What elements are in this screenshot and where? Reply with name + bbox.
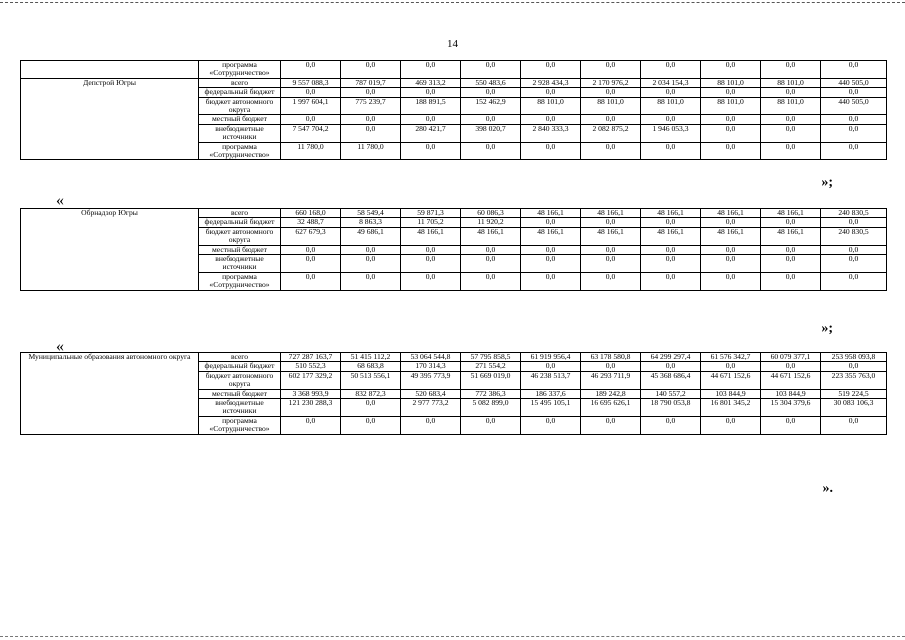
amount-cell: 48 166,1	[701, 227, 761, 245]
amount-cell: 0,0	[701, 416, 761, 434]
amount-cell: 0,0	[401, 88, 461, 97]
amount-cell: 0,0	[761, 115, 821, 124]
amount-cell: 0,0	[521, 255, 581, 273]
amount-cell: 0,0	[821, 255, 887, 273]
amount-cell: 0,0	[461, 416, 521, 434]
table-row	[21, 353, 887, 362]
amount-cell: 48 166,1	[761, 227, 821, 245]
amount-cell: 0,0	[701, 61, 761, 79]
amount-cell: 602 177 329,2	[281, 371, 341, 389]
amount-cell: 0,0	[281, 115, 341, 124]
amount-cell: 0,0	[701, 88, 761, 97]
amount-cell: 5 082 899,0	[461, 399, 521, 417]
amount-cell: 0,0	[341, 255, 401, 273]
amount-cell: 46 293 711,9	[581, 371, 641, 389]
amount-cell: 2 928 434,3	[521, 78, 581, 87]
amount-cell: 0,0	[401, 115, 461, 124]
amount-cell: 0,0	[821, 142, 887, 160]
amount-cell: 0,0	[521, 245, 581, 254]
amount-cell: 48 166,1	[581, 227, 641, 245]
amount-cell: 3 368 993,9	[281, 389, 341, 398]
amount-cell: 30 083 106,3	[821, 399, 887, 417]
amount-cell: 44 671 152,6	[701, 371, 761, 389]
amount-cell: 0,0	[641, 61, 701, 79]
amount-cell: 627 679,3	[281, 227, 341, 245]
amount-cell: 0,0	[341, 245, 401, 254]
opening-quote-1: «	[56, 192, 64, 209]
amount-cell: 0,0	[701, 124, 761, 142]
budget-table-municipal	[20, 352, 887, 435]
amount-cell: 186 337,6	[521, 389, 581, 398]
amount-cell: 223 355 763,0	[821, 371, 887, 389]
amount-cell: 0,0	[461, 115, 521, 124]
budget-table-obrnadzor	[20, 208, 887, 291]
funding-source: всего	[199, 353, 281, 362]
amount-cell: 53 064 544,8	[401, 353, 461, 362]
amount-cell: 0,0	[281, 255, 341, 273]
amount-cell: 0,0	[641, 255, 701, 273]
closing-quote-semicolon-2: »;	[821, 321, 833, 336]
amount-cell: 0,0	[821, 218, 887, 227]
amount-cell: 32 488,7	[281, 218, 341, 227]
amount-cell: 0,0	[641, 245, 701, 254]
amount-cell: 0,0	[521, 115, 581, 124]
funding-source: внебюджетные источники	[199, 124, 281, 142]
funding-source: внебюджетные источники	[199, 255, 281, 273]
amount-cell: 103 844,9	[761, 389, 821, 398]
amount-cell: 0,0	[761, 61, 821, 79]
amount-cell: 0,0	[701, 218, 761, 227]
amount-cell: 188 891,5	[401, 97, 461, 115]
amount-cell: 280 421,7	[401, 124, 461, 142]
amount-cell: 0,0	[281, 61, 341, 79]
amount-cell: 0,0	[581, 218, 641, 227]
amount-cell: 0,0	[761, 218, 821, 227]
amount-cell: 88 101,0	[761, 97, 821, 115]
amount-cell: 0,0	[761, 142, 821, 160]
amount-cell: 0,0	[821, 245, 887, 254]
opening-quote-2: «	[56, 338, 64, 355]
amount-cell: 271 554,2	[461, 362, 521, 371]
amount-cell: 48 166,1	[581, 209, 641, 218]
amount-cell: 0,0	[701, 362, 761, 371]
amount-cell: 48 166,1	[641, 209, 701, 218]
funding-source: федеральный бюджет	[199, 362, 281, 371]
funding-source: местный бюджет	[199, 245, 281, 254]
amount-cell: 48 166,1	[521, 209, 581, 218]
amount-cell: 398 020,7	[461, 124, 521, 142]
amount-cell: 9 557 088,3	[281, 78, 341, 87]
amount-cell: 240 830,5	[821, 227, 887, 245]
amount-cell: 1 997 604,1	[281, 97, 341, 115]
responsible-executor-name: Муниципальные образования автономного округа	[21, 353, 199, 435]
table-row	[21, 78, 887, 87]
amount-cell: 61 576 342,7	[701, 353, 761, 362]
name-cell	[21, 61, 199, 79]
amount-cell: 2 170 976,2	[581, 78, 641, 87]
amount-cell: 0,0	[341, 88, 401, 97]
amount-cell: 88 101,0	[761, 78, 821, 87]
amount-cell: 48 166,1	[461, 227, 521, 245]
amount-cell: 15 495 105,1	[521, 399, 581, 417]
amount-cell: 48 166,1	[401, 227, 461, 245]
amount-cell: 0,0	[641, 362, 701, 371]
funding-source: федеральный бюджет	[199, 218, 281, 227]
funding-source: бюджет автономного округа	[199, 227, 281, 245]
funding-source: всего	[199, 78, 281, 87]
amount-cell: 0,0	[641, 218, 701, 227]
amount-cell: 0,0	[701, 255, 761, 273]
amount-cell: 0,0	[461, 272, 521, 290]
funding-source: программа «Сотрудничество»	[199, 142, 281, 160]
amount-cell: 0,0	[761, 255, 821, 273]
amount-cell: 0,0	[521, 218, 581, 227]
amount-cell: 0,0	[701, 245, 761, 254]
amount-cell: 0,0	[461, 61, 521, 79]
amount-cell: 775 239,7	[341, 97, 401, 115]
scan-top-edge	[0, 2, 905, 3]
amount-cell: 0,0	[761, 245, 821, 254]
amount-cell: 0,0	[401, 272, 461, 290]
funding-source: программа «Сотрудничество»	[199, 61, 281, 79]
amount-cell: 60 079 377,1	[761, 353, 821, 362]
amount-cell: 45 368 686,4	[641, 371, 701, 389]
amount-cell: 16 695 626,1	[581, 399, 641, 417]
amount-cell: 0,0	[761, 416, 821, 434]
amount-cell: 510 552,3	[281, 362, 341, 371]
amount-cell: 18 790 053,8	[641, 399, 701, 417]
amount-cell: 253 958 093,8	[821, 353, 887, 362]
amount-cell: 440 505,0	[821, 97, 887, 115]
amount-cell: 152 462,9	[461, 97, 521, 115]
amount-cell: 88 101,0	[521, 97, 581, 115]
amount-cell: 0,0	[581, 416, 641, 434]
closing-quote-semicolon-1: »;	[821, 175, 833, 190]
amount-cell: 50 513 556,1	[341, 371, 401, 389]
amount-cell: 0,0	[821, 362, 887, 371]
amount-cell: 51 669 019,0	[461, 371, 521, 389]
amount-cell: 48 166,1	[701, 209, 761, 218]
amount-cell: 0,0	[581, 115, 641, 124]
amount-cell: 11 705,2	[401, 218, 461, 227]
amount-cell: 58 549,4	[341, 209, 401, 218]
amount-cell: 0,0	[761, 124, 821, 142]
amount-cell: 0,0	[581, 362, 641, 371]
amount-cell: 0,0	[461, 88, 521, 97]
amount-cell: 8 863,3	[341, 218, 401, 227]
amount-cell: 51 415 112,2	[341, 353, 401, 362]
amount-cell: 11 780,0	[281, 142, 341, 160]
amount-cell: 11 780,0	[341, 142, 401, 160]
amount-cell: 0,0	[461, 255, 521, 273]
amount-cell: 550 483,6	[461, 78, 521, 87]
amount-cell: 727 287 163,7	[281, 353, 341, 362]
amount-cell: 440 505,0	[821, 78, 887, 87]
funding-source: всего	[199, 209, 281, 218]
amount-cell: 519 224,5	[821, 389, 887, 398]
amount-cell: 660 168,0	[281, 209, 341, 218]
amount-cell: 0,0	[281, 416, 341, 434]
amount-cell: 0,0	[641, 115, 701, 124]
amount-cell: 0,0	[341, 272, 401, 290]
responsible-executor-name: Обрнадзор Югры	[21, 209, 199, 291]
table-row	[21, 209, 887, 218]
scan-bottom-edge	[0, 636, 905, 637]
amount-cell: 46 238 513,7	[521, 371, 581, 389]
amount-cell: 0,0	[341, 115, 401, 124]
amount-cell: 0,0	[761, 362, 821, 371]
amount-cell: 0,0	[761, 88, 821, 97]
amount-cell: 49 686,1	[341, 227, 401, 245]
amount-cell: 0,0	[521, 142, 581, 160]
amount-cell: 170 314,3	[401, 362, 461, 371]
amount-cell: 0,0	[281, 88, 341, 97]
amount-cell: 88 101,0	[701, 97, 761, 115]
amount-cell: 59 871,3	[401, 209, 461, 218]
funding-source: внебюджетные источники	[199, 399, 281, 417]
funding-source: местный бюджет	[199, 115, 281, 124]
amount-cell: 2 082 875,2	[581, 124, 641, 142]
budget-table-depstroy	[20, 60, 887, 160]
amount-cell: 0,0	[281, 245, 341, 254]
amount-cell: 0,0	[641, 272, 701, 290]
amount-cell: 0,0	[281, 272, 341, 290]
responsible-executor-name: Депстрой Югры	[21, 78, 199, 160]
amount-cell: 48 166,1	[641, 227, 701, 245]
amount-cell: 0,0	[341, 399, 401, 417]
funding-source: бюджет автономного округа	[199, 97, 281, 115]
amount-cell: 520 683,4	[401, 389, 461, 398]
amount-cell: 140 557,2	[641, 389, 701, 398]
amount-cell: 2 840 333,3	[521, 124, 581, 142]
amount-cell: 49 395 773,9	[401, 371, 461, 389]
amount-cell: 15 304 379,6	[761, 399, 821, 417]
amount-cell: 772 386,3	[461, 389, 521, 398]
amount-cell: 0,0	[641, 142, 701, 160]
amount-cell: 0,0	[401, 142, 461, 160]
closing-quote-period: ».	[822, 481, 833, 496]
amount-cell: 0,0	[521, 272, 581, 290]
amount-cell: 0,0	[521, 362, 581, 371]
funding-source: федеральный бюджет	[199, 88, 281, 97]
amount-cell: 0,0	[701, 272, 761, 290]
amount-cell: 0,0	[341, 416, 401, 434]
amount-cell: 121 230 288,3	[281, 399, 341, 417]
amount-cell: 0,0	[821, 272, 887, 290]
amount-cell: 0,0	[581, 272, 641, 290]
amount-cell: 0,0	[701, 115, 761, 124]
amount-cell: 57 795 858,5	[461, 353, 521, 362]
amount-cell: 2 977 773,2	[401, 399, 461, 417]
amount-cell: 0,0	[581, 88, 641, 97]
amount-cell: 0,0	[521, 416, 581, 434]
amount-cell: 63 178 580,8	[581, 353, 641, 362]
amount-cell: 0,0	[821, 416, 887, 434]
amount-cell: 0,0	[521, 88, 581, 97]
funding-source: бюджет автономного округа	[199, 371, 281, 389]
amount-cell: 0,0	[581, 61, 641, 79]
amount-cell: 0,0	[461, 142, 521, 160]
amount-cell: 11 920,2	[461, 218, 521, 227]
amount-cell: 0,0	[581, 245, 641, 254]
amount-cell: 44 671 152,6	[761, 371, 821, 389]
amount-cell: 0,0	[401, 255, 461, 273]
amount-cell: 469 313,2	[401, 78, 461, 87]
page-number: 14	[447, 38, 458, 50]
amount-cell: 0,0	[341, 124, 401, 142]
amount-cell: 0,0	[401, 416, 461, 434]
amount-cell: 103 844,9	[701, 389, 761, 398]
amount-cell: 61 919 956,4	[521, 353, 581, 362]
amount-cell: 0,0	[401, 61, 461, 79]
amount-cell: 0,0	[641, 416, 701, 434]
amount-cell: 0,0	[761, 272, 821, 290]
amount-cell: 787 019,7	[341, 78, 401, 87]
amount-cell: 0,0	[341, 61, 401, 79]
table-row	[21, 61, 887, 79]
amount-cell: 240 830,5	[821, 209, 887, 218]
amount-cell: 7 547 704,2	[281, 124, 341, 142]
amount-cell: 88 101,0	[701, 78, 761, 87]
funding-source: местный бюджет	[199, 389, 281, 398]
amount-cell: 48 166,1	[521, 227, 581, 245]
funding-source: программа «Сотрудничество»	[199, 272, 281, 290]
amount-cell: 0,0	[821, 115, 887, 124]
amount-cell: 0,0	[461, 245, 521, 254]
amount-cell: 60 086,3	[461, 209, 521, 218]
amount-cell: 0,0	[821, 88, 887, 97]
amount-cell: 88 101,0	[641, 97, 701, 115]
amount-cell: 0,0	[821, 124, 887, 142]
amount-cell: 0,0	[641, 88, 701, 97]
amount-cell: 832 872,3	[341, 389, 401, 398]
amount-cell: 0,0	[401, 245, 461, 254]
amount-cell: 0,0	[581, 142, 641, 160]
funding-source: программа «Сотрудничество»	[199, 416, 281, 434]
amount-cell: 0,0	[701, 142, 761, 160]
amount-cell: 0,0	[521, 61, 581, 79]
amount-cell: 2 034 154,3	[641, 78, 701, 87]
amount-cell: 1 946 053,3	[641, 124, 701, 142]
amount-cell: 0,0	[581, 255, 641, 273]
amount-cell: 88 101,0	[581, 97, 641, 115]
amount-cell: 64 299 297,4	[641, 353, 701, 362]
amount-cell: 48 166,1	[761, 209, 821, 218]
amount-cell: 0,0	[821, 61, 887, 79]
amount-cell: 189 242,8	[581, 389, 641, 398]
amount-cell: 16 801 345,2	[701, 399, 761, 417]
amount-cell: 68 683,8	[341, 362, 401, 371]
